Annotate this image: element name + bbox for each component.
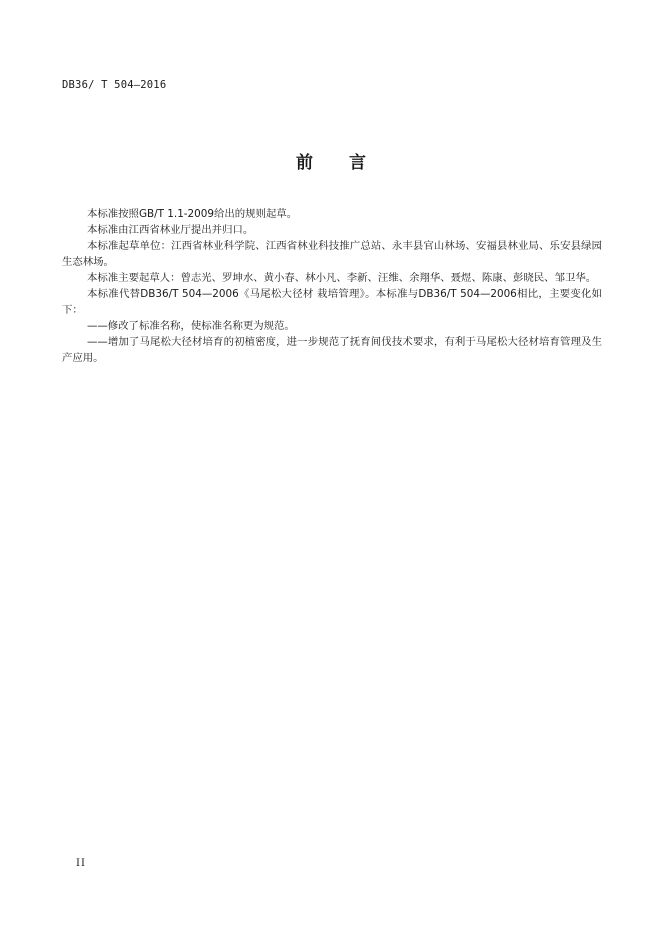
page-number: II <box>76 858 86 869</box>
title-char-1: 前 <box>296 153 313 173</box>
document-code: DB36/ T 504—2016 <box>62 79 167 91</box>
paragraph-proposer: 本标准由江西省林业厅提出并归口。 <box>87 224 254 236</box>
page-title <box>0 148 662 173</box>
paragraph-drafters: 本标准主要起草人：曾志光、罗坤水、黄小春、林小凡、李新、汪维、余翔华、聂煜、陈康、彭晓民、邹卫华。 <box>87 272 597 284</box>
paragraph-change-2: ——增加了马尾松大径材培育的初植密度，进一步规范了抚育间伐技术要求，有利于马尾松大径材培育管理及生产应用。 <box>62 336 602 364</box>
paragraph-drafting-rules: 本标准按照GB/T 1.1-2009给出的规则起草。 <box>87 208 298 220</box>
paragraph-replacement: 本标准代替DB36/T 504—2006《马尾松大径材 栽培管理》。本标准与DB36/T 504—2006相比，主要变化如下： <box>62 288 602 316</box>
title-char-2: 言 <box>349 153 366 173</box>
foreword-body <box>62 206 602 366</box>
paragraph-change-1: ——修改了标准名称，使标准名称更为规范。 <box>87 320 295 332</box>
paragraph-drafting-units: 本标准起草单位：江西省林业科学院、江西省林业科技推广总站、永丰县官山林场、安福县林业局、乐安县绿园生态林场。 <box>62 240 602 268</box>
